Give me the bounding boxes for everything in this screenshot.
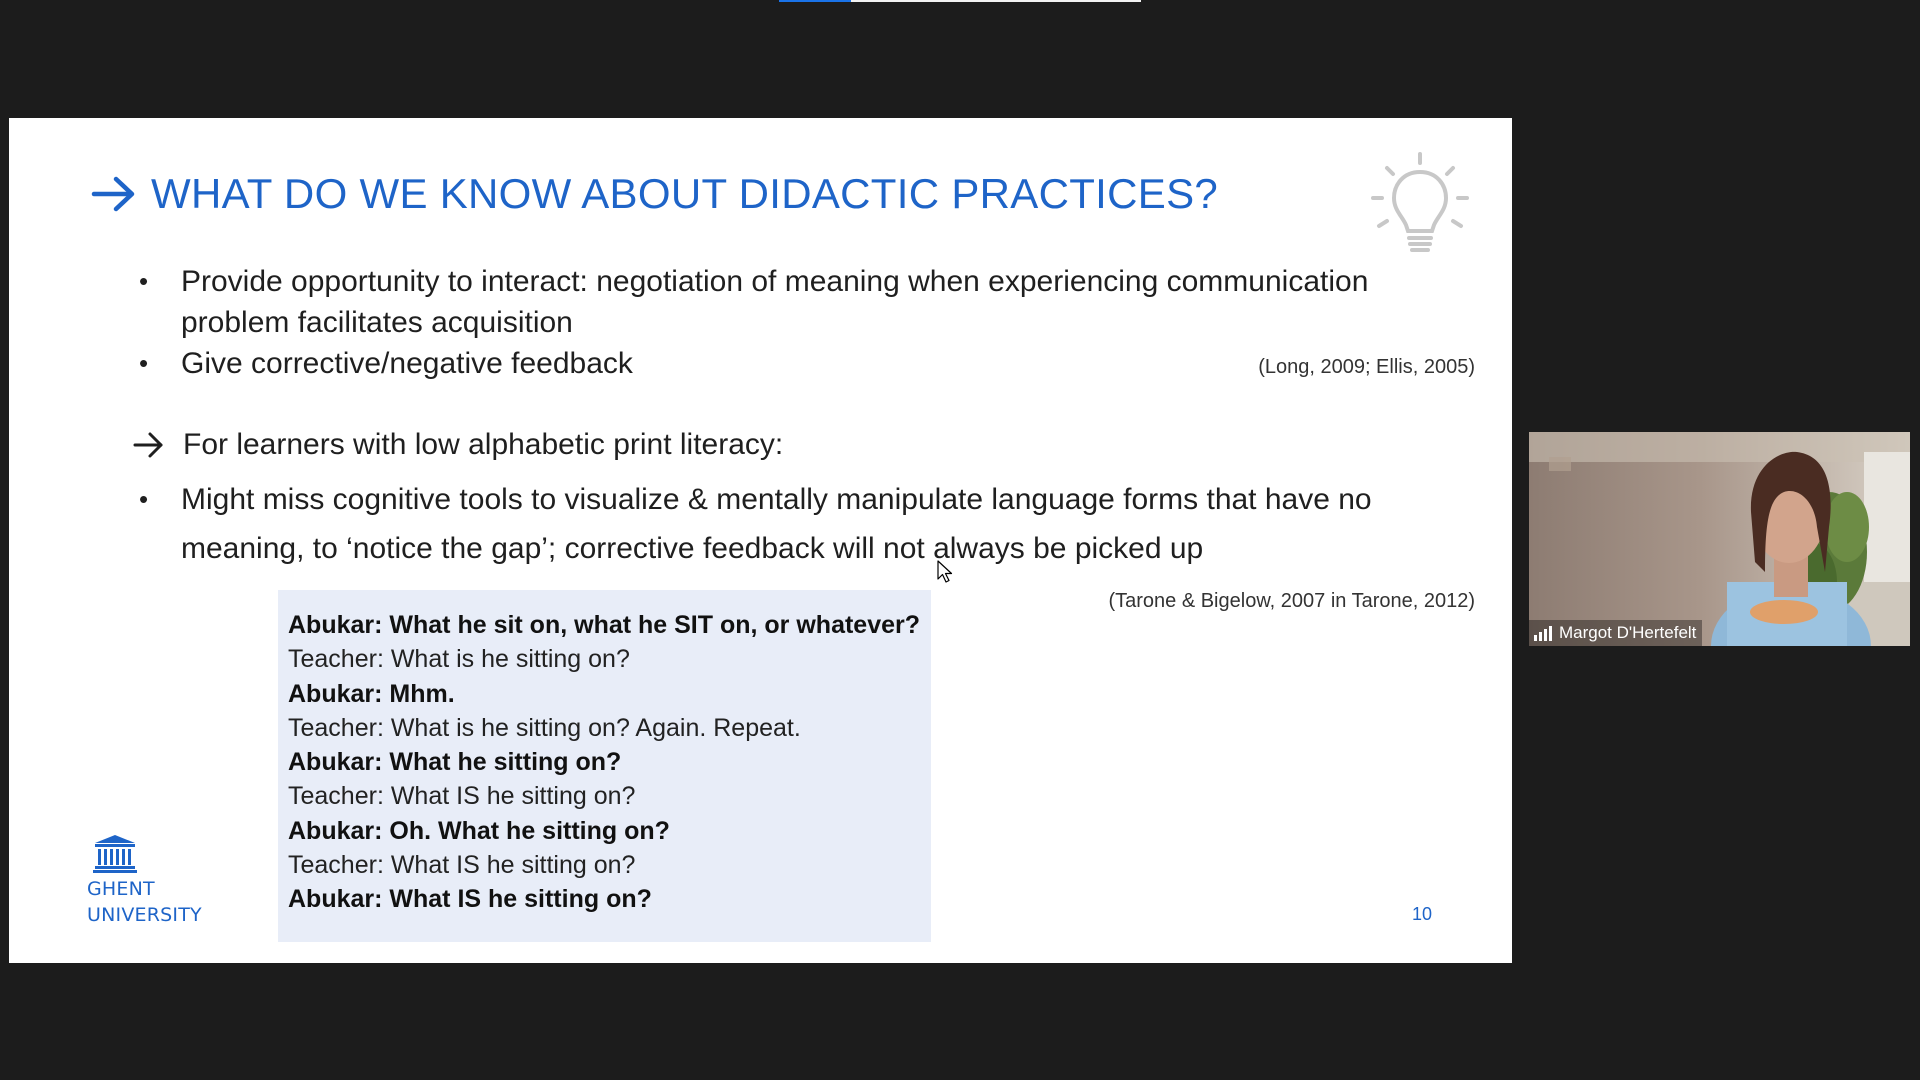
arrow-heading-text: For learners with low alphabetic print literacy: bbox=[183, 428, 784, 461]
university-building-icon bbox=[93, 834, 137, 874]
participant-video-feed bbox=[1529, 432, 1910, 646]
bullet-item bbox=[131, 261, 1461, 343]
bullet-text: Provide opportunity to interact: negotiation of meaning when experiencing communication problem facilitates acquisition bbox=[181, 265, 1369, 339]
dialogue-line: Teacher: What is he sitting on? Again. Repeat. bbox=[288, 713, 801, 742]
dialogue-line: Teacher: What IS he sitting on? bbox=[288, 851, 636, 880]
arrow-heading bbox=[133, 428, 783, 462]
presentation-slide bbox=[9, 118, 1512, 963]
bullet-marker: • bbox=[139, 348, 149, 378]
logo-text-line1: GHENT bbox=[87, 878, 155, 900]
slide-title-row bbox=[91, 162, 1218, 226]
signal-strength-icon bbox=[1533, 625, 1553, 641]
dialogue-line: Abukar: Oh. What he sitting on? bbox=[288, 816, 670, 845]
dialogue-line: Abukar: What he sit on, what he SIT on, or whatever? bbox=[288, 611, 921, 639]
dialogue-line: Abukar: Mhm. bbox=[288, 679, 455, 708]
citation-text: (Long, 2009; Ellis, 2005) bbox=[1258, 356, 1475, 378]
citation-text: (Tarone & Bigelow, 2007 in Tarone, 2012) bbox=[1108, 590, 1475, 612]
slide-page-number: 10 bbox=[1412, 904, 1433, 924]
dialogue-line: Teacher: What is he sitting on? bbox=[288, 645, 630, 674]
arrow-right-icon bbox=[91, 174, 137, 214]
dialogue-line: Abukar: What he sitting on? bbox=[288, 748, 622, 777]
dialogue-line: Teacher: What IS he sitting on? bbox=[288, 782, 636, 811]
participant-name: Margot D'Hertefelt bbox=[1559, 623, 1697, 642]
lightbulb-icon bbox=[1365, 148, 1475, 258]
university-logo bbox=[87, 834, 227, 926]
slide-title: WHAT DO WE KNOW ABOUT DIDACTIC PRACTICES? bbox=[151, 170, 1219, 217]
dialogue-box bbox=[278, 590, 931, 942]
logo-text-line2: UNIVERSITY bbox=[87, 904, 202, 926]
participant-name-bar bbox=[1529, 620, 1702, 646]
bullet-item bbox=[131, 475, 1461, 573]
bullet-list-bottom bbox=[131, 475, 1461, 573]
bullet-marker: • bbox=[139, 266, 149, 296]
screen-share-progress-fill bbox=[779, 0, 851, 2]
arrow-right-icon bbox=[133, 431, 165, 459]
screen-share-progress-bar bbox=[779, 0, 1141, 2]
bullet-text: Might miss cognitive tools to visualize & mentally manipulate language forms that have no meaning, to ‘notice the gap’; corrective feedback will not always be picked up bbox=[181, 483, 1372, 565]
participant-video-tile[interactable] bbox=[1529, 432, 1910, 646]
bullet-marker: • bbox=[139, 484, 149, 514]
bullet-text: Give corrective/negative feedback bbox=[181, 347, 633, 380]
mouse-cursor-icon bbox=[937, 560, 953, 584]
dialogue-line: Abukar: What IS he sitting on? bbox=[288, 885, 652, 914]
